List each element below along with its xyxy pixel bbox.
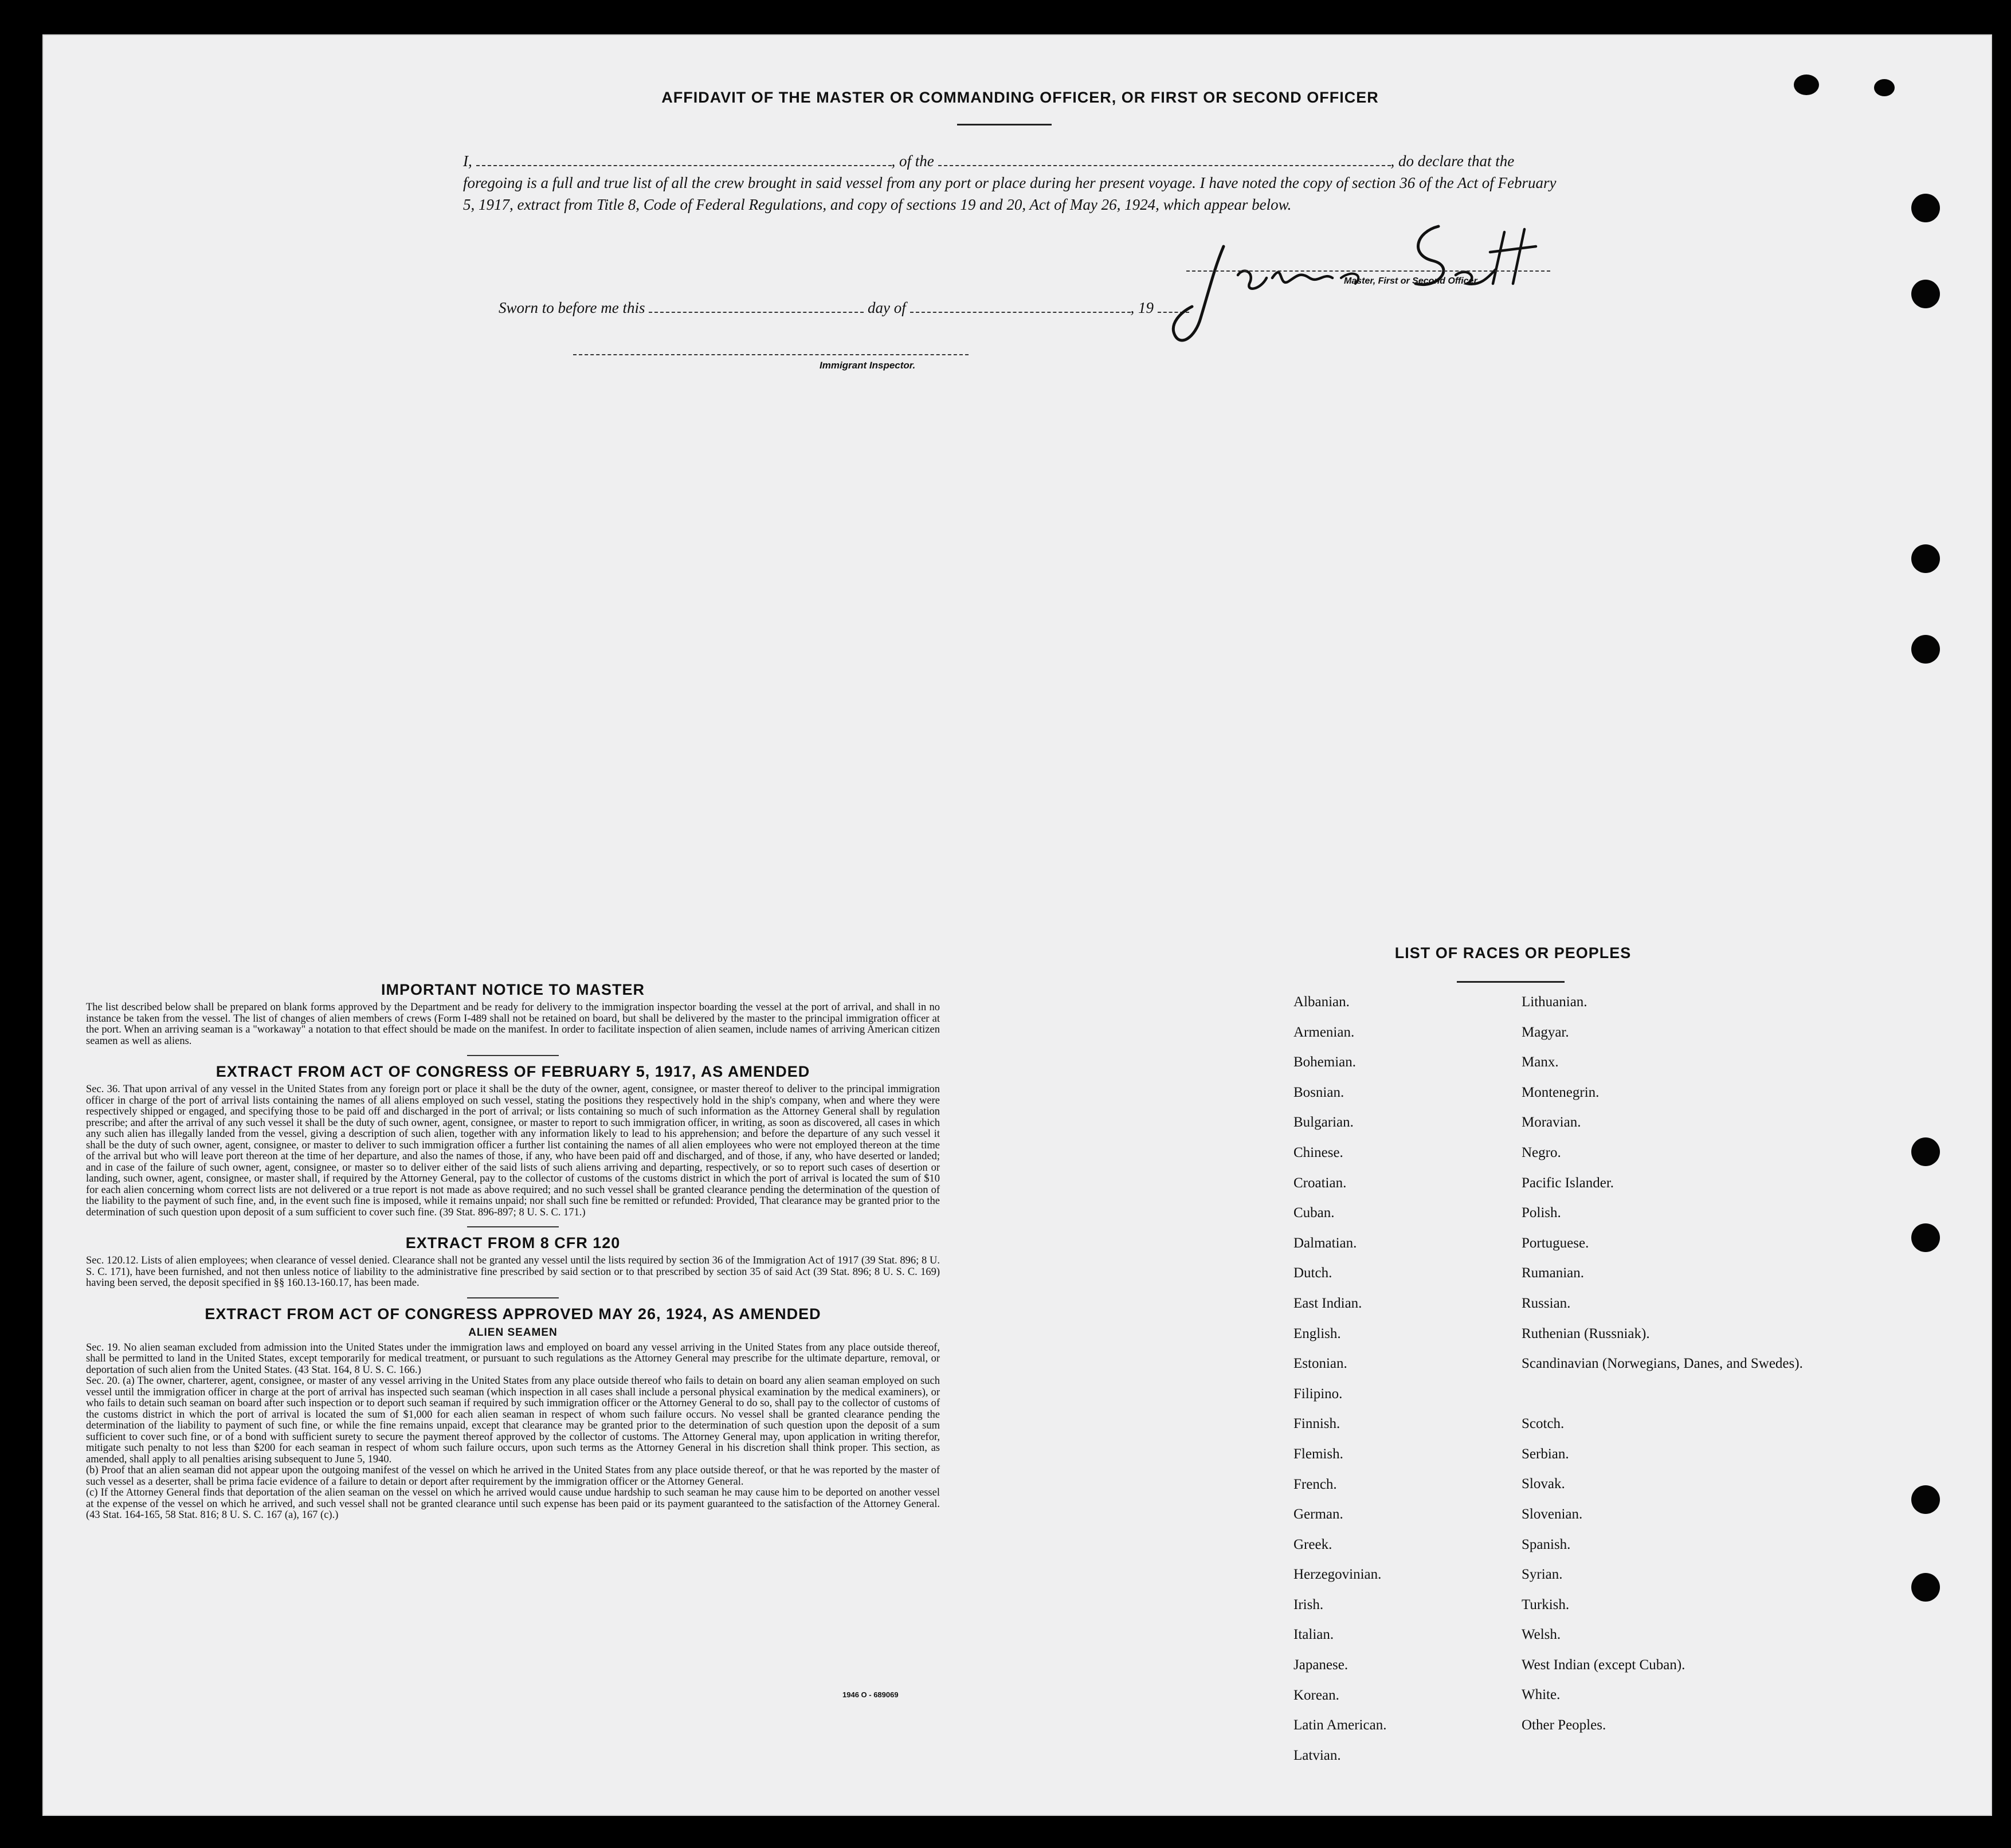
declaration-do-declare: , do declare — [1390, 152, 1464, 170]
sworn-line — [499, 299, 1189, 317]
inspector-signature-line[interactable] — [573, 354, 969, 355]
race-item: Slovenian. — [1522, 1506, 1583, 1522]
sworn-month-blank[interactable] — [910, 299, 1131, 313]
inspector-caption: Immigrant Inspector. — [820, 360, 916, 371]
race-item: Dutch. — [1293, 1265, 1332, 1281]
race-item: Syrian. — [1522, 1567, 1563, 1583]
divider — [467, 1055, 559, 1056]
section-20c-text: (c) If the Attorney General finds that deportation of the alien seaman on the vessel on which he arrived would cause undue hardship to such seaman he may cause him to be deported on another vessel at the expense of the vessel on which he arrived, and such vessel shall not be granted clearance until such expense has been paid or its payment guaranteed to the satisfaction of the Attorney General. (43 Stat. 164-165, 58 Stat. 816; 8 U. S. C. 167 (a), 167 (c).) — [86, 1487, 940, 1521]
races-title-underline — [1457, 981, 1565, 983]
extract-cfr-title: EXTRACT FROM 8 CFR 120 — [405, 1234, 621, 1251]
punch-hole — [1911, 544, 1940, 573]
race-item: Latvian. — [1293, 1747, 1341, 1763]
declaration-of-the: , of the — [891, 152, 934, 170]
signature-caption: Master, First or Second Officer. — [1344, 276, 1480, 286]
name-blank[interactable] — [476, 152, 892, 166]
sworn-year: , 19 — [1130, 299, 1154, 316]
race-item: Armenian. — [1293, 1024, 1355, 1040]
punch-hole — [1794, 74, 1819, 95]
affidavit-declaration — [463, 150, 1561, 215]
race-item: Manx. — [1522, 1054, 1559, 1070]
extract-1917-text: Sec. 36. That upon arrival of any vessel in the United States from any foreign port or place it shall be the duty of the owner, agent, consignee, or master thereof to deliver to the principal immigration officer in charge of the port of arrival lists containing the names of all aliens employed on such vessel, stating the positions they respectively hold in the ship's company, when and where they were respectively shipped or engaged, and specifying those to be paid off and discharged in the port of arrival; or lists containing so much of such information as the Attorney General shall by regulation prescribe; and after the arrival of any such vessel it shall be the duty of such owner, agent, consignee, or master to report to such immigration officer, in writing, as soon as discovered, all cases in which any such alien has illegally landed from the vessel, giving a description of such alien, together with any information likely to lead to his apprehension; and before the departure of any such vessel it shall be the duty of such owner, agent, consignee, or master to deliver to such immigration officer a further list containing the names of all alien employees who were not employed thereon at the time of the arrival but who will leave port thereon at the time of her departure, and also the names of those, if any, who have been paid off and discharged, and of those, if any, who have deserted or landed; and in case of the failure of such owner, agent, consignee, or master so to deliver either of the said lists of such aliens arriving and departing, respectively, or so to report such cases of desertion or landing, such owner, agent, consignee, or master shall, if required by the Attorney General, pay to the collector of customs of the customs district in which the port of arrival is located the sum of $10 for each alien concerning whom correct lists are not delivered or a true report is not made as above required; and no such vessel shall be granted clearance pending the determination of the question of the liability to the payment of such fine, and, in the event such fine is imposed, while it remains unpaid; nor shall such fine be remitted or refunded: Provided, That clearance may be granted prior to the determination of such question upon deposit of a sum sufficient to cover such fine. (39 Stat. 896-897; 8 U. S. C. 171.) — [86, 1084, 940, 1218]
punch-hole — [1911, 280, 1940, 308]
sworn-day-of: day of — [868, 299, 906, 316]
race-item: Italian. — [1293, 1627, 1334, 1643]
race-item: Korean. — [1293, 1687, 1339, 1703]
punch-hole — [1911, 635, 1940, 664]
title-underline — [957, 124, 1052, 125]
punch-hole — [1911, 194, 1940, 222]
race-item: Spanish. — [1522, 1536, 1571, 1552]
race-item: Portuguese. — [1522, 1235, 1589, 1251]
section-20a-text: Sec. 20. (a) The owner, charterer, agent, consignee, or master of any vessel arriving in the United States from any place outside thereof who fails to detain on board any alien seaman employed on such vessel until the immigration officer in charge at the port of arrival has inspected such seaman (which inspection in all cases shall include a personal physical examination by the medical examiners), or who fails to detain such seaman on board after such inspection or to deport such seaman if required by such immigration officer or the Attorney General to do so, shall pay to the collector of customs of the customs district in which the port of arrival is located the sum of $1,000 for each alien seaman in respect of whom such failure occurs. No vessel shall be granted clearance pending the determination of the liability to payment of such fine, or while the fine remains unpaid, except that clearance may be granted prior to the determination of such question upon the deposit of a sum sufficient to cover such fine, or of a bond with sufficient surety to secure the payment thereof approved by the collector of customs. The Attorney General may, upon application in writing therefor, mitigate such penalty to not less than $200 for each seaman in respect of whom such failure occurs, upon such terms as the Attorney General in his discretion shall think proper. This section, as amended, shall apply to all penalties arising subsequent to June 5, 1940. — [86, 1375, 940, 1465]
section-19-text: Sec. 19. No alien seaman excluded from admission into the United States under the immigration laws and employed on board any vessel arriving in the United States from any place outside thereof, shall be permitted to land in the United States, except temporarily for medical treatment, or pursuant to such regulations as the Attorney General may prescribe for the ultimate departure, removal, or deportation of such alien from the United States. (43 Stat. 164, 8 U. S. C. 166.) — [86, 1341, 940, 1376]
race-item: Finnish. — [1293, 1416, 1340, 1432]
race-item: Bosnian. — [1293, 1084, 1344, 1100]
race-item: English. — [1293, 1325, 1341, 1341]
divider — [467, 1226, 559, 1227]
extract-1917-title: EXTRACT FROM ACT OF CONGRESS OF FEBRUARY 5, 1917, AS AMENDED — [215, 1063, 810, 1080]
legal-notices — [86, 981, 940, 1521]
race-item: Turkish. — [1522, 1596, 1570, 1612]
race-item: Latin American. — [1293, 1717, 1387, 1733]
race-item: Negro. — [1522, 1144, 1561, 1160]
race-item: Serbian. — [1522, 1446, 1569, 1462]
extract-1924-title: EXTRACT FROM ACT OF CONGRESS APPROVED MAY 26, 1924, AS AMENDED — [205, 1305, 821, 1323]
race-item: Irish. — [1293, 1596, 1324, 1612]
race-item: Scotch. — [1522, 1416, 1565, 1432]
sworn-prefix: Sworn to before me this — [499, 299, 645, 316]
affidavit-title: AFFIDAVIT OF THE MASTER OR COMMANDING OFFICER, OR FIRST OR SECOND OFFICER — [661, 89, 1379, 106]
race-item: Polish. — [1522, 1205, 1561, 1221]
race-item: Flemish. — [1293, 1446, 1343, 1462]
race-item: Filipino. — [1293, 1386, 1343, 1402]
race-item: Magyar. — [1522, 1024, 1569, 1040]
declaration-text: that the foregoing is a full and true list of all the crew brought in said vessel from any port or place during her present voyage. I have noted the copy of section 36 of the Act of February 5, 1917, extract from Title 8, Code of Federal Regulations, and copy of sections 19 and 20, Act of May 26, 1924, which appear below. — [463, 152, 1557, 213]
race-item: Cuban. — [1293, 1205, 1335, 1221]
race-item: Moravian. — [1522, 1115, 1581, 1131]
race-item: Albanian. — [1293, 994, 1350, 1010]
punch-hole — [1911, 1137, 1940, 1166]
race-item: Pacific Islander. — [1522, 1175, 1614, 1191]
race-item: Other Peoples. — [1522, 1717, 1606, 1733]
notice-title: IMPORTANT NOTICE TO MASTER — [381, 981, 645, 998]
race-item: Estonian. — [1293, 1356, 1347, 1372]
race-item: Montenegrin. — [1522, 1084, 1600, 1100]
sworn-date-blank[interactable] — [649, 299, 864, 313]
race-item: West Indian (except Cuban). — [1522, 1657, 1685, 1673]
race-item: Scandinavian (Norwegians, Danes, and Swedes). — [1522, 1356, 1803, 1372]
race-item: Bulgarian. — [1293, 1115, 1354, 1131]
extract-cfr-text: Sec. 120.12. Lists of alien employees; when clearance of vessel denied. Clearance shall not be granted any vessel until the lists required by section 36 of the Immigration Act of 1917 (39 Stat. 896; 8 U. S. C. 171), have been furnished, and not then unless notice of liability to the administrative fine prescribed by said section or to that prescribed by section 35 of said Act (39 Stat. 896; 8 U. S. C. 169) having been served, the deposit specified in §§ 160.13-160.17, has been made. — [86, 1255, 940, 1289]
punch-hole — [1874, 79, 1895, 96]
race-item: German. — [1293, 1506, 1343, 1523]
race-item: Bohemian. — [1293, 1054, 1357, 1070]
notice-text: The list described below shall be prepared on blank forms approved by the Department and be ready for delivery to the immigration inspector boarding the vessel at the port of arrival, and shall in no instance be taken from the vessel. The list of changes of alien members of crews (Form I-489 shall not be retained on board, but shall be delivered by the master to the principal immigration officer at the port. When an arriving seaman is a "workaway" a notation to that effect should be made on the manifest. In order to facilitate inspection of alien seamen, include names of arriving American citizen seamen as well as aliens. — [86, 1002, 940, 1047]
punch-hole — [1911, 1573, 1940, 1602]
handwritten-signature — [1169, 221, 1559, 358]
section-20b-text: (b) Proof that an alien seaman did not appear upon the outgoing manifest of the vessel on which he arrived in the United States from any place outside thereof, or that he was reported by the master of such vessel as a deserter, shall be prima facie evidence of a failure to detain or deport after requirement by the immigration officer or the Attorney General. — [86, 1465, 940, 1488]
declaration-i: I, — [463, 152, 472, 170]
race-item: Chinese. — [1293, 1144, 1343, 1160]
race-item: Slovak. — [1522, 1476, 1565, 1492]
race-item: White. — [1522, 1687, 1561, 1703]
race-item: Dalmatian. — [1293, 1235, 1357, 1251]
race-item: Rumanian. — [1522, 1265, 1585, 1281]
race-item: Ruthenian (Russniak). — [1522, 1325, 1650, 1341]
race-item: Lithuanian. — [1522, 994, 1587, 1010]
punch-hole — [1911, 1485, 1940, 1514]
race-item: Herzegovinian. — [1293, 1567, 1382, 1583]
race-item: Russian. — [1522, 1295, 1571, 1311]
race-item: Greek. — [1293, 1536, 1332, 1552]
race-item: French. — [1293, 1476, 1337, 1492]
race-item: Welsh. — [1522, 1627, 1561, 1643]
races-left-column — [1293, 994, 1386, 1778]
vessel-blank[interactable] — [938, 152, 1391, 166]
race-item: Croatian. — [1293, 1175, 1347, 1191]
printer-code: 1946 O - 689069 — [842, 1690, 899, 1699]
race-item: East Indian. — [1293, 1295, 1362, 1311]
races-title: LIST OF RACES OR PEOPLES — [1394, 944, 1632, 962]
punch-hole — [1911, 1223, 1940, 1252]
alien-seamen-subtitle: ALIEN SEAMEN — [468, 1326, 558, 1339]
race-item: Japanese. — [1293, 1657, 1348, 1673]
divider — [467, 1297, 559, 1298]
signature-line[interactable] — [1186, 270, 1550, 272]
races-right-column — [1522, 994, 1803, 1748]
